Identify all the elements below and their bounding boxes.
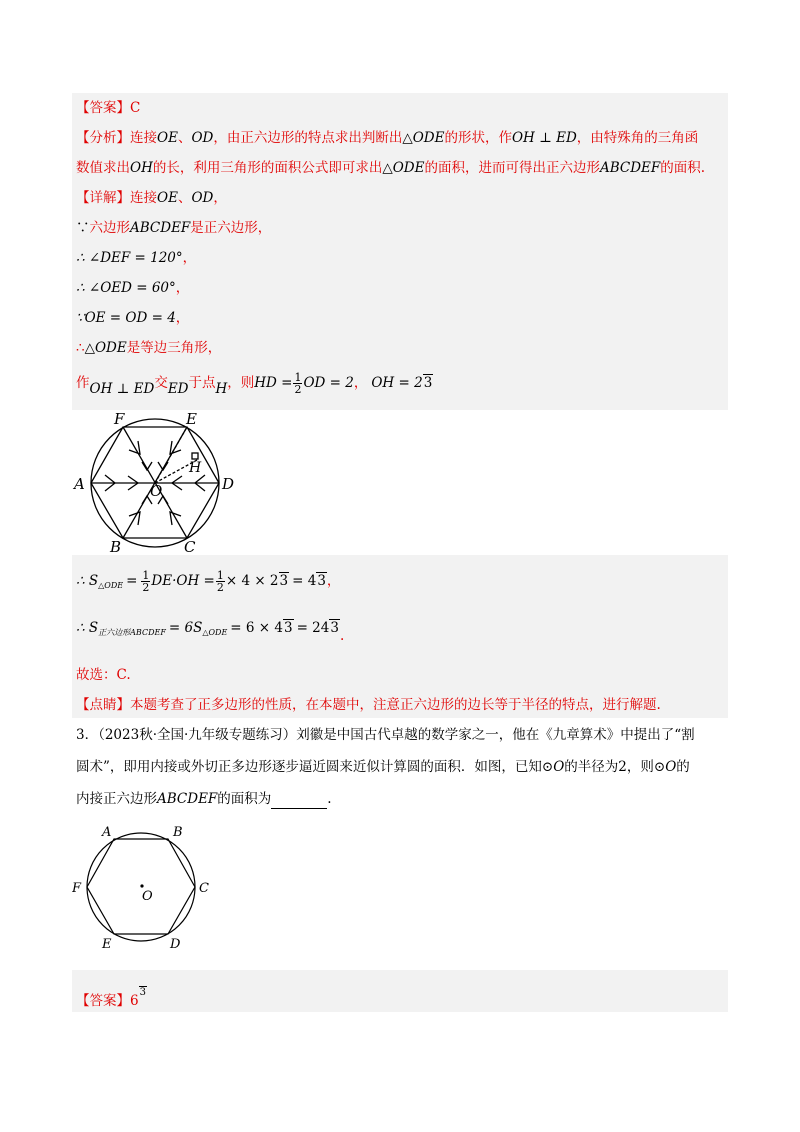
detail-line-3: ∴ ∠DEF = 120°，	[76, 250, 197, 266]
fig1-label-D: D	[222, 475, 235, 493]
sqrt: 3	[423, 375, 433, 391]
fig1-label-B: B	[110, 538, 122, 555]
center-dot	[140, 884, 143, 887]
answer-block-3	[72, 970, 728, 1012]
comment-label: 【点睛】	[76, 697, 130, 713]
area-hexagon-line: ∴ $S_{正六边形ABCDEF} = 6S_{\triangle ODE} = 6 \times 43 = 243$.	[76, 620, 345, 644]
answer-3-line: 【答案】$6^3$	[76, 987, 146, 1009]
figure-inscribed-hexagon	[72, 822, 222, 954]
fraction: $\frac{1}{2}$	[294, 371, 302, 396]
fig1-label-H: H	[189, 460, 202, 476]
fig1-label-E: E	[186, 410, 197, 428]
fig2-label-F: F	[72, 881, 82, 896]
analysis-line-1: 【分析】连接OE、OD，由正六边形的特点求出判断出△ODE的形状，作OH ⊥ ED，由特殊角的三角函	[76, 130, 699, 146]
fig1-label-O: O	[150, 482, 163, 500]
fig2-label-E: E	[102, 937, 112, 952]
analysis-label: 【分析】	[76, 130, 130, 146]
figure-hexagon-snowflake	[72, 410, 238, 555]
q3-line-1: 3．（2023秋·全国·九年级专题练习）刘徽是中国古代卓越的数学家之一，他在《九章算术》中提出了“割	[76, 727, 695, 743]
q3-line-3: 内接正六边形ABCDEF的面积为 .	[76, 791, 332, 807]
answer-blank[interactable]	[271, 794, 327, 809]
detail-line-4: ∴ ∠OED = 60°，	[76, 280, 190, 296]
fig2-label-C: C	[199, 881, 209, 896]
detail-line-1: 【详解】连接OE、OD，	[76, 190, 227, 206]
fig2-label-D: D	[170, 937, 181, 952]
detail-line-6: ∴△ODE是等边三角形，	[76, 340, 222, 356]
fig1-label-F: F	[114, 410, 125, 428]
answer-label: 【答案】	[76, 100, 130, 116]
fig2-label-O: O	[142, 889, 153, 904]
detail-line-2: ∵六边形ABCDEF是正六边形，	[76, 220, 272, 236]
detail-line-5: ∵OE = OD = 4，	[76, 310, 190, 326]
detail-line-7: 作OH ⊥ ED交ED于点H，则HD = $\frac{1}{2}$ OD = 2， OH = 23	[76, 371, 433, 397]
detail-label: 【详解】	[76, 190, 130, 206]
area-triangle-line: ∴ $S_{\triangle ODE}$ = $\frac{1}{2}$ DE·OH = $\frac{1}{2}$ × 4 × 23 = 43，	[76, 569, 341, 594]
answer-line	[76, 98, 140, 118]
fig2-label-A: A	[102, 825, 112, 840]
fig2-label-B: B	[173, 825, 183, 840]
q3-line-2: 圆术”，即用内接或外切正多边形逐步逼近圆来近似计算圆的面积．如图，已知⊙O的半径为2，则⊙O的	[76, 759, 690, 775]
comment-line: 【点睛】本题考查了正多边形的性质，在本题中，注意正六边形的边长等于半径的特点，进行解题.	[76, 697, 661, 713]
answer-3-label: 【答案】	[76, 993, 130, 1009]
analysis-line-2: 数值求出OH的长，利用三角形的面积公式即可求出△ODE的面积，进而可得出正六边形ABCDEF的面积.	[76, 160, 706, 176]
fig1-label-C: C	[184, 538, 196, 555]
answer-value: C	[130, 100, 141, 116]
fig1-label-A: A	[74, 475, 85, 493]
choose-line: 故选：C.	[76, 667, 131, 683]
